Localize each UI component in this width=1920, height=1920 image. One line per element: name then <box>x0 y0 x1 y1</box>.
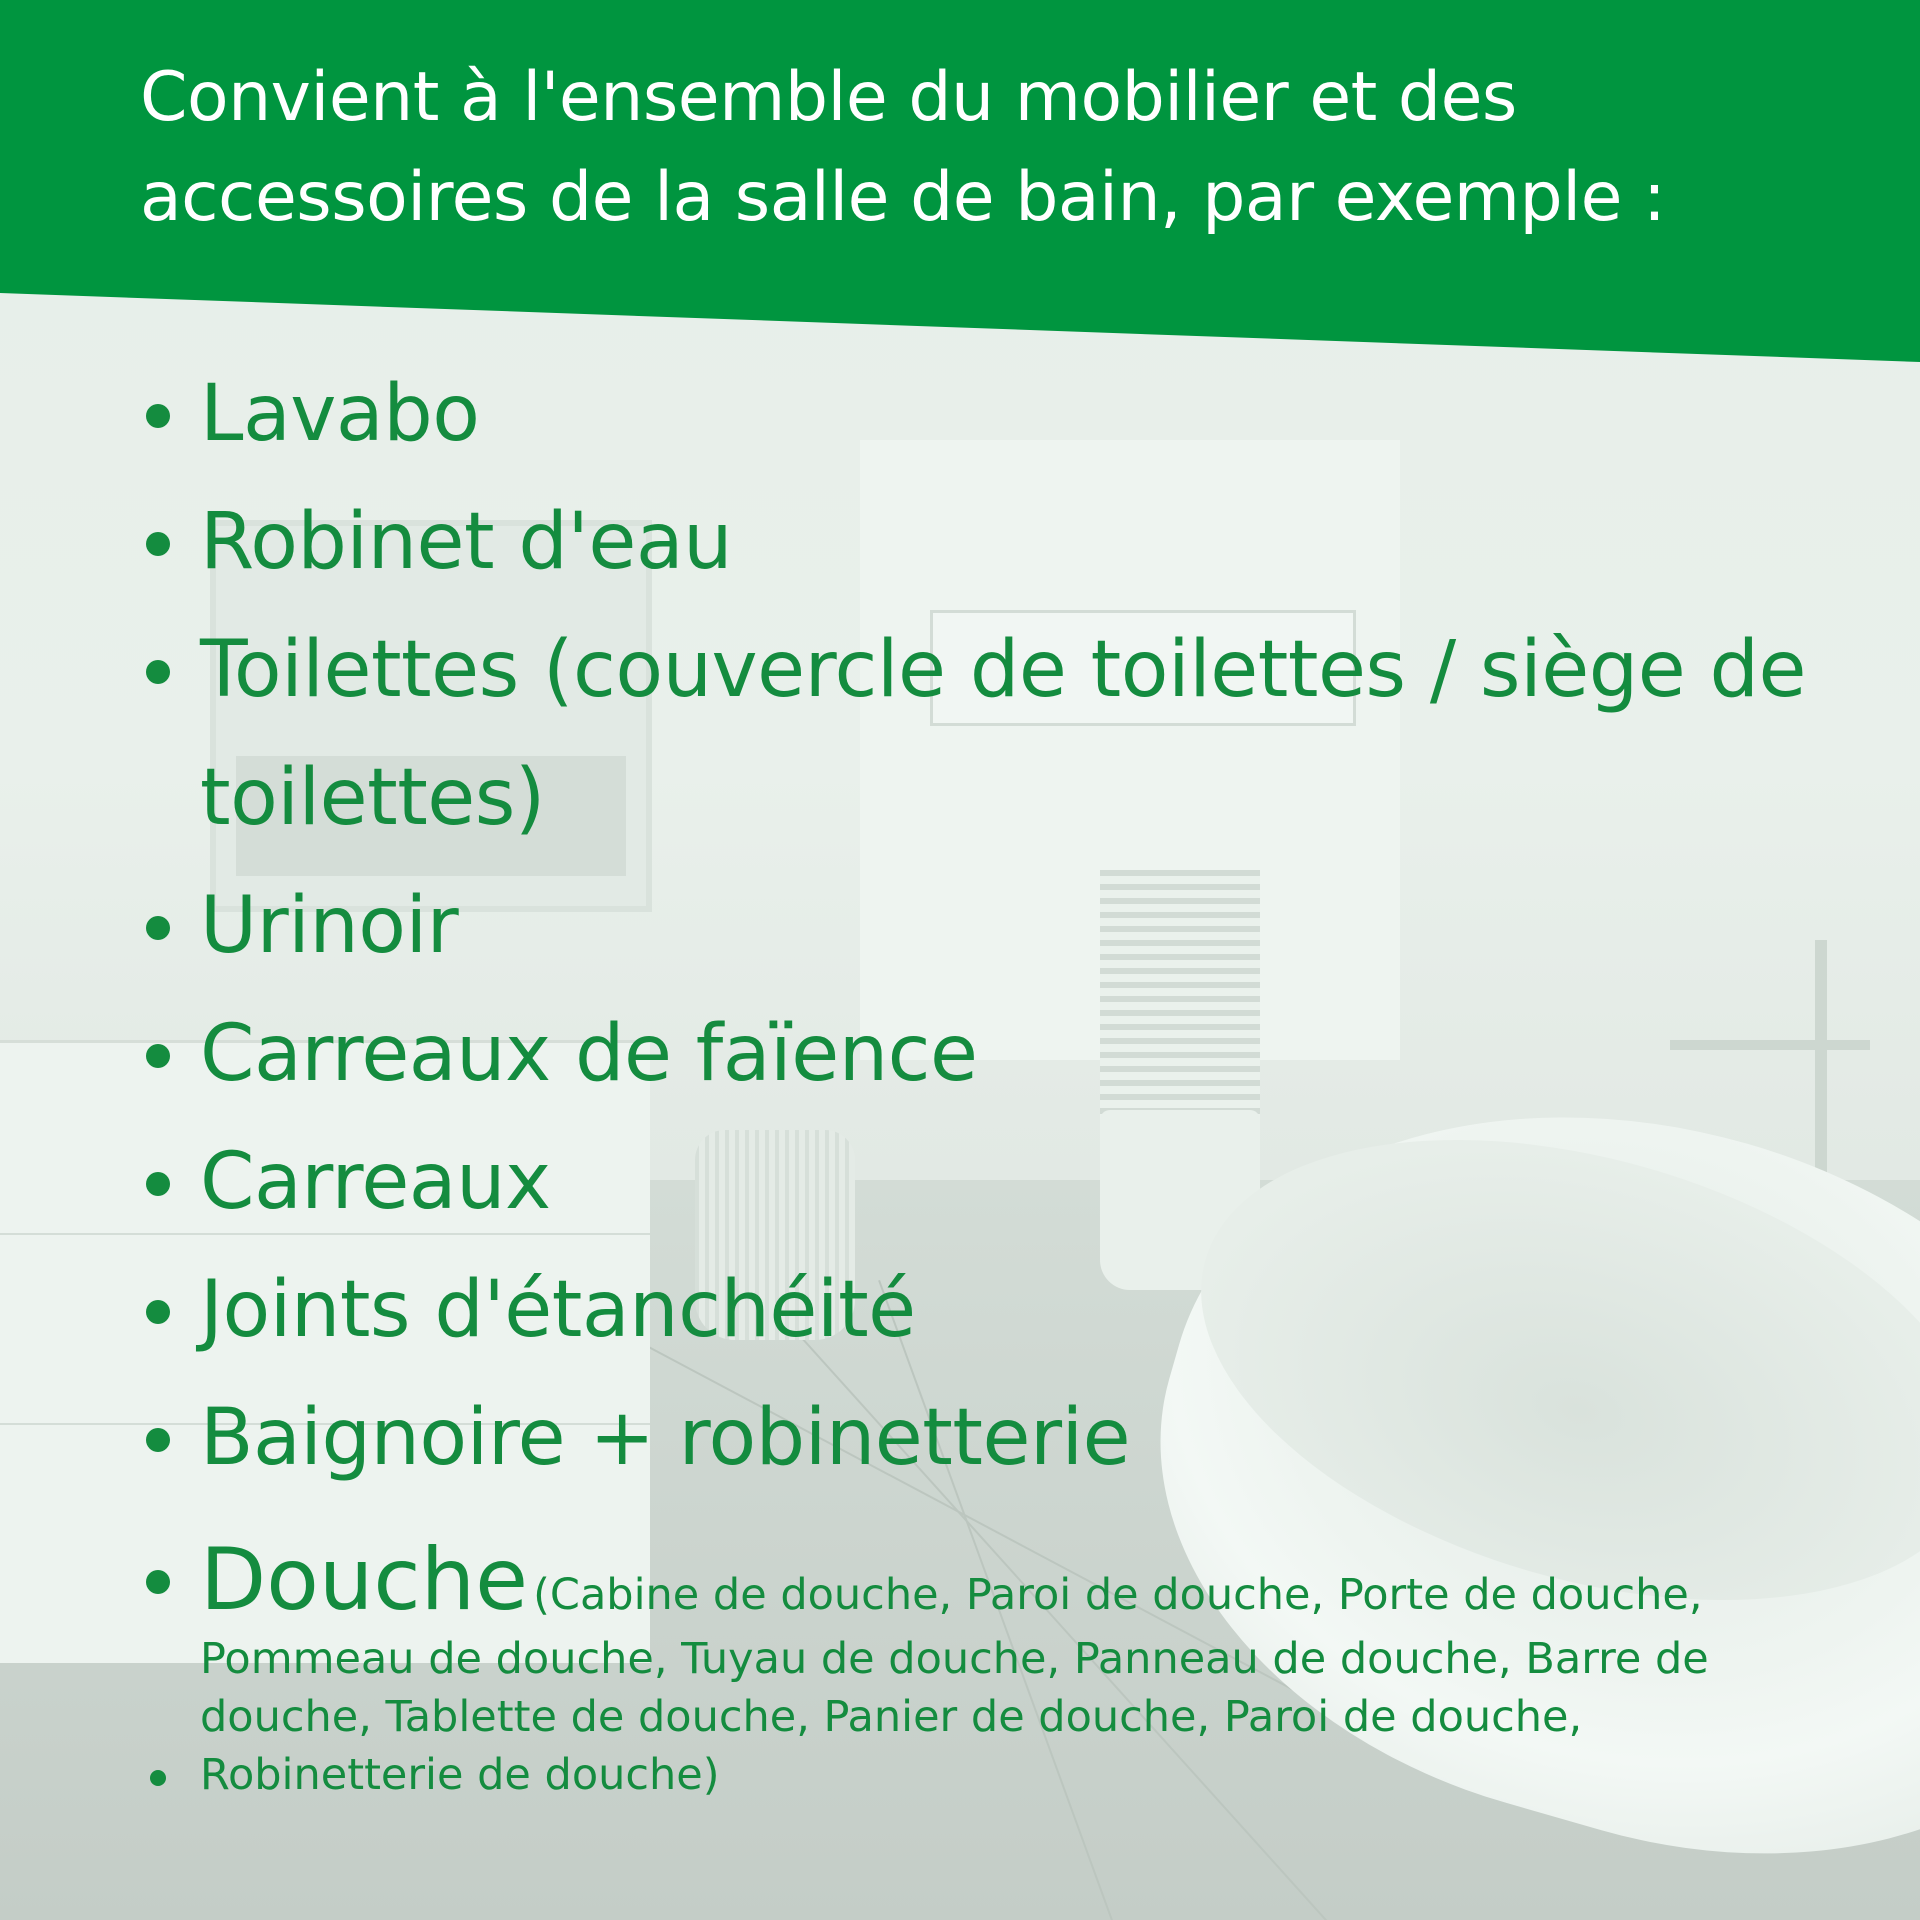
list-item-label: Lavabo <box>200 369 480 459</box>
bullet-icon <box>146 1428 170 1452</box>
list-item-label: Carreaux <box>200 1137 551 1227</box>
list-item <box>140 862 1840 990</box>
list-item-label: Carreaux de faïence <box>200 1009 978 1099</box>
banner-title: Convient à l'ensemble du mobilier et des accessoires de la salle de bain, par exemple : <box>140 58 1666 237</box>
list-item <box>140 990 1840 1118</box>
list-item-label: Toilettes (couvercle de toilettes / siège de toilettes) <box>200 625 1807 843</box>
list-item <box>140 1246 1840 1374</box>
list-item <box>140 1374 1840 1502</box>
list-item-label: Urinoir <box>200 881 459 971</box>
list-item <box>140 350 1840 478</box>
bullet-icon <box>146 916 170 940</box>
list-item <box>140 1530 1840 1804</box>
bullet-icon <box>146 404 170 428</box>
bullet-icon <box>146 1044 170 1068</box>
bullet-icon <box>146 532 170 556</box>
list-item-detail-douche: (Cabine de douche, Paroi de douche, Porte de douche, Pommeau de douche, Tuyau de douche, Panneau de douche, Barre de douche, Tablette de douche, Panier de douche, Paroi de douche, Robinetterie de douche) <box>200 1570 1709 1800</box>
list-item-label-douche: Douche <box>200 1530 529 1630</box>
list-item-label: Baignoire + robinetterie <box>200 1393 1131 1483</box>
list-item-label: Robinet d'eau <box>200 497 733 587</box>
bullet-icon <box>146 1172 170 1196</box>
list-item-label: Joints d'étanchéité <box>200 1265 916 1355</box>
bullet-icon <box>150 1770 166 1786</box>
list-item <box>140 1118 1840 1246</box>
bullet-icon <box>146 1300 170 1324</box>
bullet-icon <box>146 1570 170 1594</box>
bullet-icon <box>146 660 170 684</box>
list-item <box>140 606 1840 862</box>
list-item <box>140 478 1840 606</box>
